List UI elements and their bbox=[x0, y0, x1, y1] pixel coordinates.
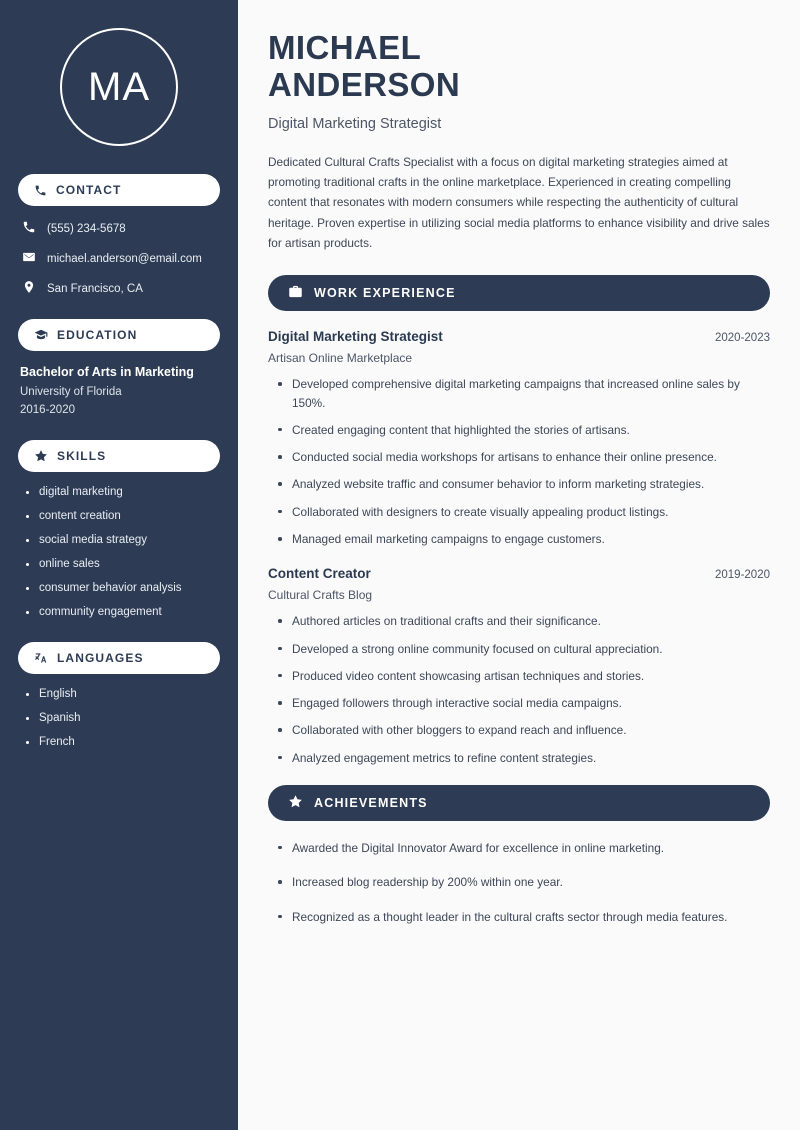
contact-phone-text: (555) 234-5678 bbox=[47, 222, 126, 235]
list-item: social media strategy bbox=[26, 534, 220, 546]
education-section-header bbox=[18, 319, 220, 351]
last-name: ANDERSON bbox=[268, 65, 461, 103]
avatar-wrapper bbox=[18, 28, 220, 146]
experience-date: 2020-2023 bbox=[715, 332, 770, 345]
languages-section-header bbox=[18, 642, 220, 674]
translate-icon bbox=[34, 651, 48, 665]
envelope-icon bbox=[22, 250, 36, 267]
professional-summary: Dedicated Cultural Crafts Specialist with a focus on digital marketing strategies aimed at promoting traditional crafts in the online marketplace. Experienced in creating compelling content that resonates with modern consumers while respecting the authenticity of cultural heritage. Proven expertise in utilizing social media platforms to enhance visibility and drive sales for artisan products. bbox=[268, 154, 770, 251]
contact-location bbox=[18, 280, 220, 297]
contact-email bbox=[18, 250, 220, 267]
star-icon bbox=[34, 449, 48, 463]
phone-icon bbox=[34, 184, 47, 197]
list-item: Analyzed engagement metrics to refine content strategies. bbox=[278, 749, 770, 767]
work-experience-label: WORK EXPERIENCE bbox=[314, 286, 456, 301]
briefcase-icon bbox=[288, 284, 303, 302]
list-item: Developed a strong online community focused on cultural appreciation. bbox=[278, 640, 770, 658]
contact-section-label: CONTACT bbox=[56, 183, 122, 197]
education-dates: 2016-2020 bbox=[20, 404, 75, 416]
education-degree: Bachelor of Arts in Marketing bbox=[20, 365, 194, 379]
list-item: Collaborated with other bloggers to expand reach and influence. bbox=[278, 721, 770, 739]
list-item: Awarded the Digital Innovator Award for excellence in online marketing. bbox=[278, 839, 770, 857]
list-item: digital marketing bbox=[26, 486, 220, 498]
experience-bullets bbox=[268, 375, 770, 548]
list-item: Recognized as a thought leader in the cultural crafts sector through media features. bbox=[278, 908, 770, 926]
list-item: Produced video content showcasing artisan techniques and stories. bbox=[278, 667, 770, 685]
work-experience-section-header bbox=[268, 275, 770, 311]
experience-role: Digital Marketing Strategist bbox=[268, 329, 443, 345]
list-item: community engagement bbox=[26, 606, 220, 618]
skills-list bbox=[18, 486, 220, 618]
experience-entry bbox=[268, 566, 770, 767]
first-name: MICHAEL bbox=[268, 29, 422, 66]
list-item: Analyzed website traffic and consumer behavior to inform marketing strategies. bbox=[278, 475, 770, 493]
list-item: Authored articles on traditional crafts and their significance. bbox=[278, 612, 770, 630]
experience-entry-head bbox=[268, 566, 770, 581]
list-item: Collaborated with designers to create visually appealing product listings. bbox=[278, 503, 770, 521]
skills-section-header bbox=[18, 440, 220, 472]
list-item: content creation bbox=[26, 510, 220, 522]
map-pin-icon bbox=[22, 280, 36, 297]
list-item: Created engaging content that highlighted the stories of artisans. bbox=[278, 421, 770, 439]
achievements-section-header bbox=[268, 785, 770, 821]
skills-section-label: SKILLS bbox=[57, 449, 107, 463]
contact-section-header bbox=[18, 174, 220, 206]
star-icon bbox=[288, 794, 303, 812]
list-item: consumer behavior analysis bbox=[26, 582, 220, 594]
list-item: Engaged followers through interactive social media campaigns. bbox=[278, 694, 770, 712]
experience-organization: Artisan Online Marketplace bbox=[268, 351, 413, 366]
education-entry bbox=[18, 365, 220, 416]
contact-location-text: San Francisco, CA bbox=[47, 282, 143, 295]
education-section-label: EDUCATION bbox=[57, 328, 138, 342]
languages-list bbox=[18, 688, 220, 748]
achievements-label: ACHIEVEMENTS bbox=[314, 795, 428, 810]
experience-role: Content Creator bbox=[268, 566, 371, 582]
experience-entry bbox=[268, 329, 770, 548]
experience-bullets bbox=[268, 612, 770, 767]
phone-icon bbox=[22, 220, 36, 237]
page-title bbox=[268, 30, 770, 104]
list-item: Managed email marketing campaigns to engage customers. bbox=[278, 530, 770, 548]
experience-date: 2019-2020 bbox=[715, 569, 770, 582]
achievements-list bbox=[268, 839, 770, 926]
avatar: MA bbox=[60, 28, 178, 146]
list-item: online sales bbox=[26, 558, 220, 570]
list-item: French bbox=[26, 736, 220, 748]
list-item: Developed comprehensive digital marketing campaigns that increased online sales by 150%. bbox=[278, 375, 770, 412]
contact-email-text: michael.anderson@email.com bbox=[47, 252, 202, 265]
list-item: Increased blog readership by 200% within one year. bbox=[278, 873, 770, 891]
list-item: Spanish bbox=[26, 712, 220, 724]
experience-entry-head bbox=[268, 329, 770, 344]
job-title: Digital Marketing Strategist bbox=[268, 115, 442, 132]
list-item: English bbox=[26, 688, 220, 700]
education-school: University of Florida bbox=[20, 386, 122, 398]
experience-organization: Cultural Crafts Blog bbox=[268, 588, 373, 603]
languages-section-label: LANGUAGES bbox=[57, 651, 144, 665]
sidebar bbox=[0, 0, 238, 1130]
contact-list bbox=[18, 220, 220, 297]
contact-phone bbox=[18, 220, 220, 237]
main-content bbox=[238, 0, 800, 1130]
graduation-cap-icon bbox=[34, 328, 48, 342]
list-item: Conducted social media workshops for artisans to enhance their online presence. bbox=[278, 448, 770, 466]
